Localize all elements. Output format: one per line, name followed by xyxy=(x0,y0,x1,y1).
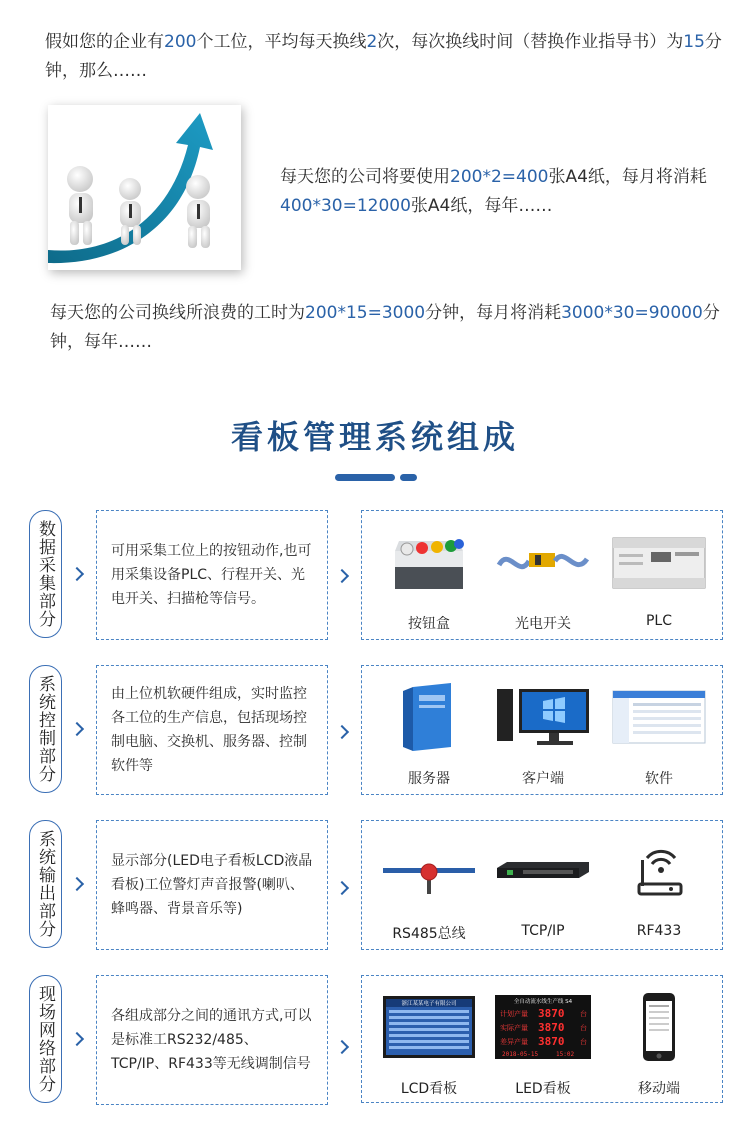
lcd-board-icon xyxy=(374,986,484,1068)
chevron-right-icon xyxy=(70,877,84,891)
item-client: 客户端 xyxy=(488,676,598,788)
items-system-output xyxy=(361,820,723,950)
intro-text-segment: 分钟，那么…… xyxy=(45,32,722,81)
led-row-unit: 台 xyxy=(580,1038,587,1046)
chevron-right-icon xyxy=(335,725,349,739)
highlight-number: 15 xyxy=(683,32,705,52)
chevron-right-icon xyxy=(70,1032,84,1046)
intro-text-segment: 每天您的公司将要使用 xyxy=(280,167,450,187)
desc-field-network: 各组成部分之间的通讯方式,可以是标准工RS232/485、TCP/IP、RF433等无线调制信号 xyxy=(96,975,328,1105)
software-window-icon xyxy=(604,676,714,758)
led-row-label: 计划产量 xyxy=(500,1010,528,1018)
desc-system-control: 由上位机软硬件组成，实时监控各工位的生产信息，包括现场控制电脑、交换机、服务器、控制软件等 xyxy=(96,665,328,795)
items-data-collection xyxy=(361,510,723,640)
intro-text-segment: 次，每次换线时间（替换作业指导书）为 xyxy=(377,32,684,52)
chevron-right-icon xyxy=(70,567,84,581)
led-time: 15:02 xyxy=(556,1051,575,1058)
item-tcp-ip: TCP/IP xyxy=(488,831,598,939)
item-button-box: 按钮盒 xyxy=(374,521,484,633)
intro-text-segment: 个工位，平均每天换线 xyxy=(196,32,367,52)
chevron-right-icon xyxy=(335,881,349,895)
intro-text-segment: 分钟，每月将消耗 xyxy=(425,303,562,323)
growth-arrow-illustration xyxy=(48,105,241,270)
intro-text-segment: 假如您的企业有 xyxy=(45,32,164,52)
title-underline xyxy=(335,474,395,481)
intro-text-segment: 张A4纸，每年…… xyxy=(410,196,553,216)
chevron-right-icon xyxy=(335,569,349,583)
item-software: 软件 xyxy=(604,676,714,788)
led-row-value: 3870 xyxy=(538,1007,565,1020)
bus-line-icon xyxy=(374,831,484,913)
desc-data-collection: 可用采集工位上的按钮动作,也可用采集设备PLC、行程开关、光电开关、扫描枪等信号。 xyxy=(96,510,328,640)
led-header: 全自动流水线生产线 S4 xyxy=(513,999,573,1005)
highlight-number: 200*15=3000 xyxy=(305,303,426,323)
led-row-unit: 台 xyxy=(580,1010,587,1018)
row-label-system-control: 系统控制部分 xyxy=(29,665,62,793)
lcd-board-header: 浙江某某电子有限公司 xyxy=(401,1001,457,1007)
led-row-label: 差异产量 xyxy=(500,1038,528,1046)
items-field-network xyxy=(361,975,723,1103)
wifi-router-icon xyxy=(604,831,714,913)
item-plc: PLC xyxy=(604,521,714,629)
intro-text-segment: 张A4纸，每月将消耗 xyxy=(548,167,707,187)
items-system-control xyxy=(361,665,723,795)
desktop-computer-icon xyxy=(488,676,598,758)
item-led-board: 全自动流水线生产线 S4 计划产量 3870 台 实际产量 3870 台 差异产量 3870 台 2018-05-15 15:02 LED看板 xyxy=(488,986,598,1098)
led-board-icon xyxy=(488,986,598,1068)
intro-paragraph-3 xyxy=(50,299,720,357)
led-row-value: 3870 xyxy=(538,1035,565,1048)
button-box-icon xyxy=(374,521,484,603)
intro-paragraph-1 xyxy=(45,28,725,86)
highlight-number: 400*30=12000 xyxy=(280,196,411,216)
intro-text-segment: 分钟，每年…… xyxy=(50,303,720,352)
intro-paragraph-2 xyxy=(280,163,720,221)
led-date: 2018-05-15 xyxy=(502,1051,539,1058)
highlight-number: 200*2=400 xyxy=(450,167,549,187)
row-label-field-network: 现场网络部分 xyxy=(29,975,62,1103)
mobile-phone-icon xyxy=(604,986,714,1068)
item-server: 服务器 xyxy=(374,676,484,788)
intro-text-segment: 每天您的公司换线所浪费的工时为 xyxy=(50,303,305,323)
network-switch-icon xyxy=(488,831,598,913)
highlight-number: 200 xyxy=(164,32,197,52)
title-underline-dot xyxy=(400,474,417,481)
highlight-number: 3000*30=90000 xyxy=(561,303,703,323)
chevron-right-icon xyxy=(335,1040,349,1054)
item-rs485-bus: RS485总线 xyxy=(374,831,484,943)
item-rf433: RF433 xyxy=(604,831,714,939)
led-row-unit: 台 xyxy=(580,1024,587,1032)
led-row-value: 3870 xyxy=(538,1021,565,1034)
item-photoelectric-switch: 光电开关 xyxy=(488,521,598,633)
server-icon xyxy=(374,676,484,758)
item-mobile: 移动端 xyxy=(604,986,714,1098)
led-row-label: 实际产量 xyxy=(500,1024,528,1032)
photoelectric-switch-icon xyxy=(488,521,598,603)
plc-icon xyxy=(604,521,714,603)
section-title: 看板管理系统组成 xyxy=(230,418,519,456)
row-label-data-collection: 数据采集部分 xyxy=(29,510,62,638)
desc-system-output: 显示部分(LED电子看板LCD液晶看板)工位警灯声音报警(喇叭、蜂鸣器、背景音乐等) xyxy=(96,820,328,950)
chevron-right-icon xyxy=(70,722,84,736)
item-lcd-board: 浙江某某电子有限公司 LCD看板 xyxy=(374,986,484,1098)
highlight-number: 2 xyxy=(366,32,378,52)
row-label-system-output: 系统输出部分 xyxy=(29,820,62,948)
